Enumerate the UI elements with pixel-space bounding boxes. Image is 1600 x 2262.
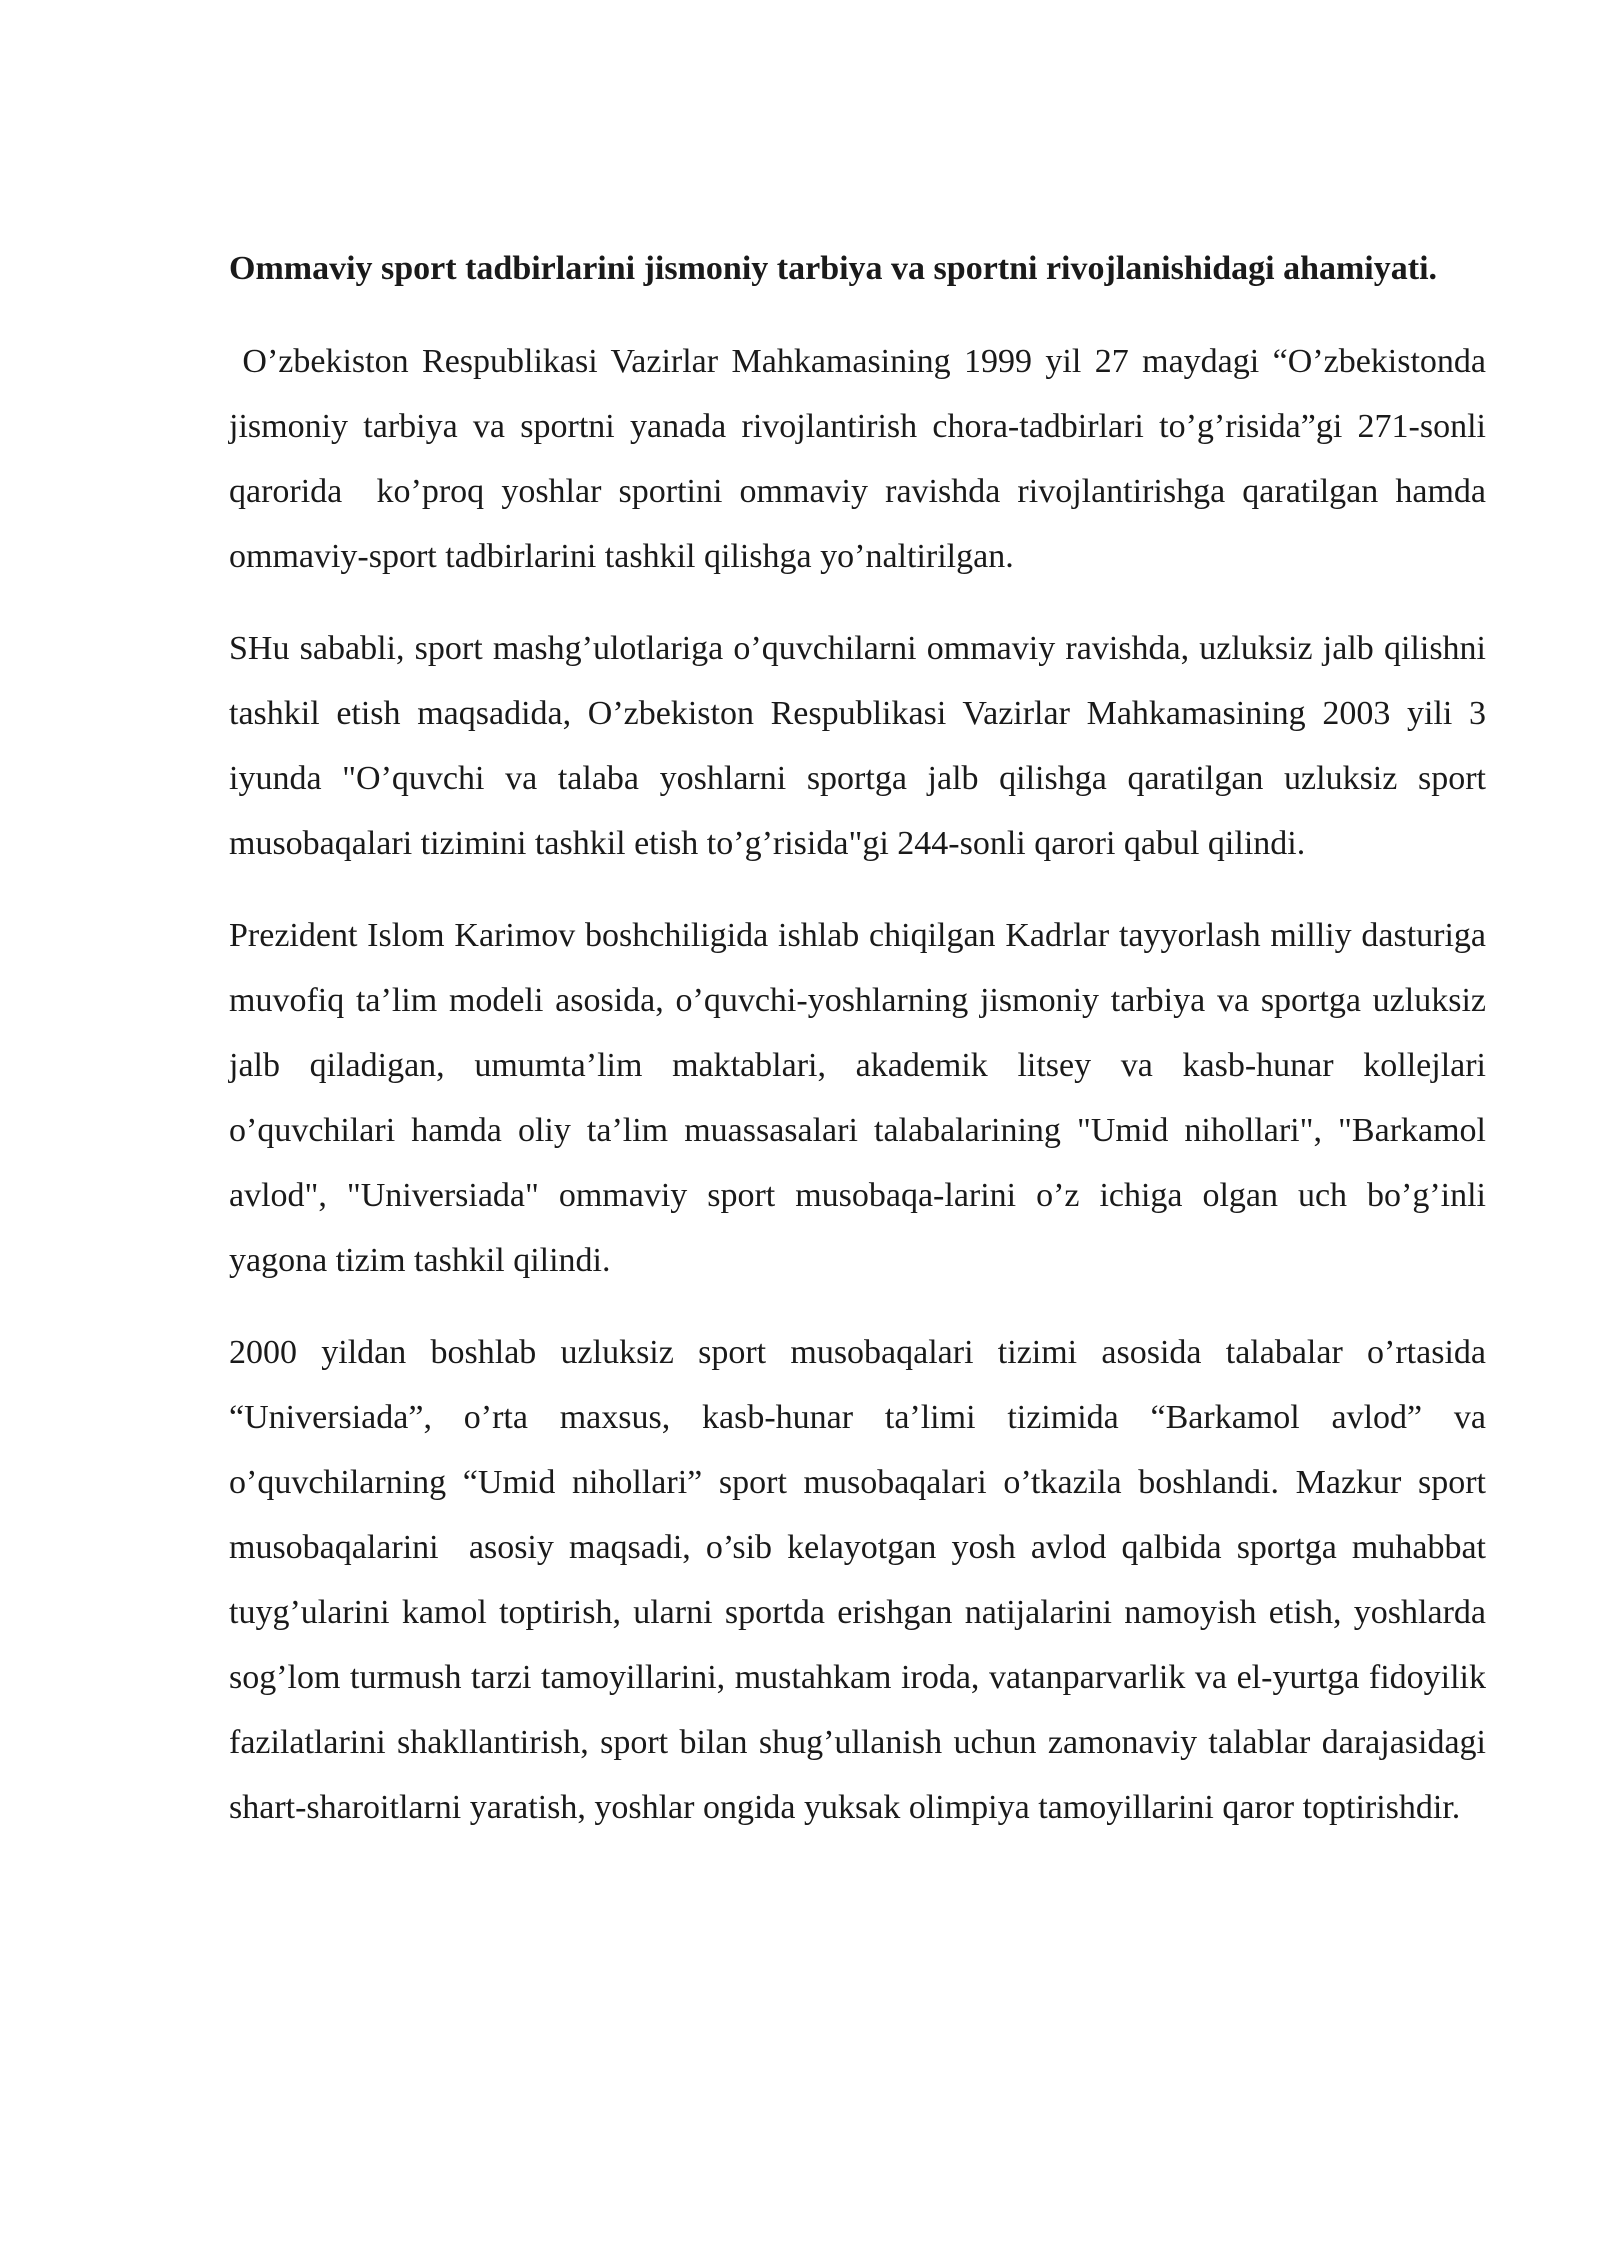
paragraph-3: Prezident Islom Karimov boshchiligida ishlab chiqilgan Kadrlar tayyorlash milliy dasturiga muvofiq ta’lim modeli asosida, o’quvchi-yoshlarning jismoniy tarbiya va sportga uzluksiz jalb qiladigan, umumta’lim maktablari, akademik litsey va kasb-hunar kollejlari o’quvchilari hamda oliy ta’lim muassasalari talabalarining "Umid nihollari", "Barkamol avlod", "Universiada" ommaviy sport musobaqa-larini o’z ichiga olgan uch bo’g’inli yagona tizim tashkil qilindi. <box>229 917 1495 1279</box>
paragraph-4: 2000 yildan boshlab uzluksiz sport musobaqalari tizimi asosida talabalar o’rtasida “Universiada”, o’rta maxsus, kasb-hunar ta’limi tizimida “Barkamol avlod” va o’quvchilarning “Umid nihollari” sport musobaqalari o’tkazila boshlandi. Mazkur sport musobaqalarini asosiy maqsadi, o’sib kelayotgan yosh avlod qalbida sportga muhabbat tuyg’ularini kamol toptirish, ularni sportda erishgan natijalarini namoyish etish, yoshlarda sog’lom turmush tarzi tamoyillarini, mustahkam iroda, vatanparvarlik va el-yurtga fidoyilik fazilatlarini shakllantirish, sport bilan shug’ullanish uchun zamonaviy talablar darajasidagi shart-sharoitlarni yaratish, yoshlar ongida yuksak olimpiya tamoyillarini qaror toptirishdir. <box>229 1334 1503 1826</box>
document-page <box>229 236 1503 1867</box>
paragraph-2: SHu sababli, sport mashg’ulotlariga o’quvchilarni ommaviy ravishda, uzluksiz jalb qilishni tashkil etish maqsadida, O’zbekiston Respublikasi Vazirlar Mahkamasining 2003 yili 3 iyunda "O’quvchi va talaba yoshlarni sportga jalb qilishga qaratilgan uzluksiz sport musobaqalari tizimini tashkil etish to’g’risida"gi 244-sonli qarori qabul qilindi. <box>229 630 1495 862</box>
paragraph-1: O’zbekiston Respublikasi Vazirlar Mahkamasining 1999 yil 27 maydagi “O’zbekistonda jismoniy tarbiya va sportni yanada rivojlantirish chora-tadbirlari to’g’risida”gi 271-sonli qarorida ko’proq yoshlar sportini ommaviy ravishda rivojlantirishga qaratilgan hamda ommaviy-sport tadbirlarini tashkil qilishga yo’naltirilgan. <box>229 343 1503 575</box>
document-title: Ommaviy sport tadbirlarini jismoniy tarbiya va sportni rivojlanishidagi ahamiyati. <box>229 250 1438 287</box>
